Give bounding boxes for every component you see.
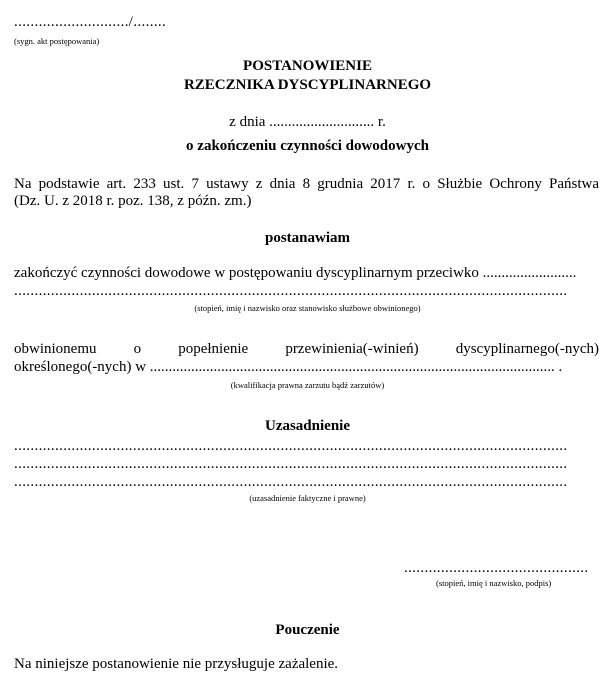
case-number-caption: (sygn. akt postępowania) (14, 36, 100, 46)
charge-word: przewinienia(-winień) (285, 341, 419, 357)
charge-word: popełnienie (178, 341, 249, 357)
case-number-placeholder: ............................/........ (14, 14, 167, 30)
charge-word: dyscyplinarnego(-nych) (455, 341, 599, 357)
accused-dotted-line: ....................................................................................................................................... (14, 283, 568, 299)
signature-dotted-line: ............................................. (404, 560, 589, 576)
decision-subject: o zakończeniu czynności dowodowych (186, 138, 429, 154)
justification-heading: Uzasadnienie (264, 418, 350, 434)
justification-dotted-line-3: ....................................................................................................................................... (14, 474, 568, 490)
document-title-line2: RZECZNIKA DYSCYPLINARNEGO (183, 77, 432, 93)
charge-line2: określonego(-nych) w ............................................................................................................ . (14, 359, 563, 375)
charge-line1 (14, 341, 599, 358)
legal-basis-line1: Na podstawie art. 233 ust. 7 ustawy z dnia 8 grudnia 2017 r. o Służbie Ochrony Państwa (14, 176, 599, 192)
instruction-heading: Pouczenie (275, 622, 340, 638)
document-title: POSTANOWIENIE (243, 58, 372, 74)
charge-word: obwinionemu (14, 341, 97, 357)
justification-dotted-line-2: ....................................................................................................................................... (14, 456, 568, 472)
decision-text-line1: zakończyć czynności dowodowe w postępowaniu dyscyplinarnym przeciwko ......................... (14, 265, 577, 281)
date-line: z dnia ............................ r. (229, 114, 386, 130)
legal-basis-line2: (Dz. U. z 2018 r. poz. 138, z późn. zm.) (14, 193, 252, 209)
instruction-text: Na niniejsze postanowienie nie przysługuje zażalenie. (14, 656, 339, 672)
decision-heading: postanawiam (264, 230, 350, 246)
charge-caption: (kwalifikacja prawna zarzutu bądź zarzutów) (230, 380, 385, 390)
charge-word: o (133, 341, 142, 357)
justification-dotted-line-1: ....................................................................................................................................... (14, 438, 568, 454)
signature-caption: (stopień, imię i nazwisko, podpis) (436, 578, 552, 588)
accused-caption: (stopień, imię i nazwisko oraz stanowisko służbowe obwinionego) (194, 303, 421, 313)
justification-caption: (uzasadnienie faktyczne i prawne) (249, 493, 366, 503)
